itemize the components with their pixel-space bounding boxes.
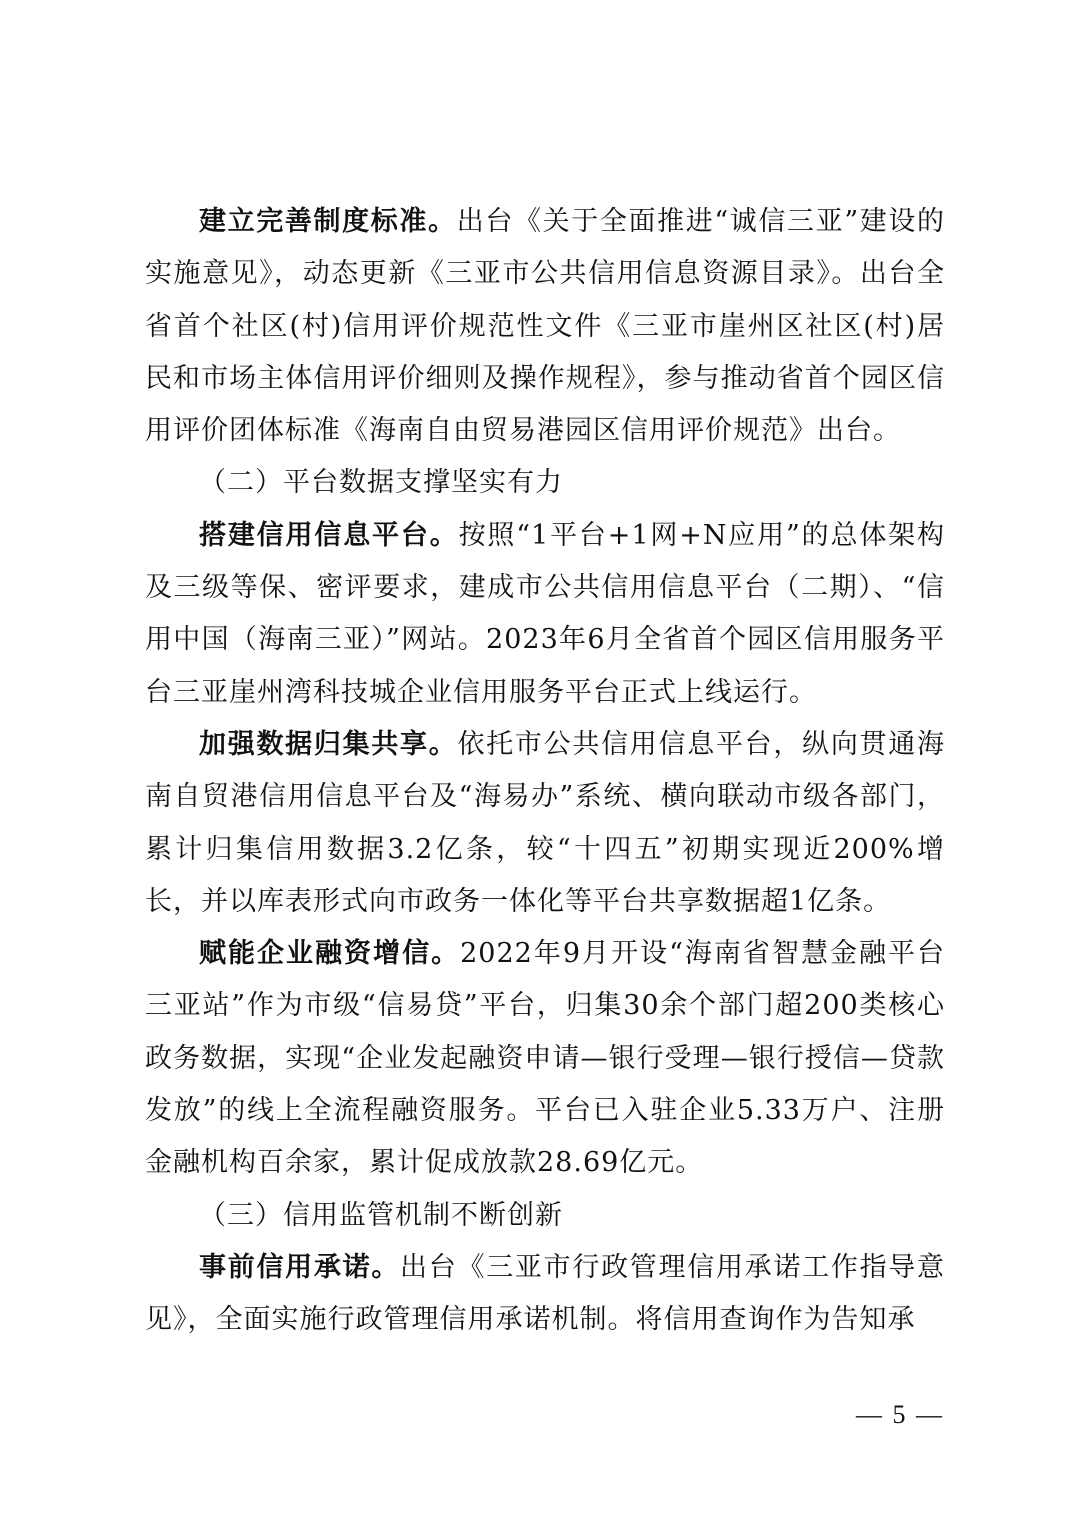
paragraph-financing [145,928,945,1189]
section-heading-platform: （二）平台数据支撑坚实有力 [199,467,563,499]
paragraph-lead: 事前信用承诺。 [199,1251,401,1283]
paragraph-lead: 搭建信用信息平台。 [199,519,459,551]
section-heading-supervision: （三）信用监管机制不断创新 [199,1199,563,1231]
paragraph-text: 出台《关于全面推进“诚信三亚”建设的实施意见》，动态更新《三亚市公共信用信息资源目录》。出台全省首个社区(村)信用评价规范性文件《三亚市崖州区社区(村)居民和市场主体信用评价细则及操作规程》，参与推动省首个园区信用评价团体标准《海南自由贸易港园区信用评价规范》出台。 [145,206,946,447]
paragraph-lead: 建立完善制度标准。 [199,206,457,237]
paragraph-lead: 赋能企业融资增信。 [199,938,461,970]
paragraph-institution-standards [145,196,945,457]
paragraph-credit-platform [145,510,945,719]
paragraph-text: 按照“1平台+1网+N应用”的总体架构及三级等保、密评要求，建成市公共信用信息平台（二期）、“信用中国（海南三亚）”网站。2023年6月全省首个园区信用服务平台三亚崖州湾科技城企业信用服务平台正式上线运行。 [145,519,945,708]
paragraph-data-sharing [145,719,945,928]
paragraph-text: 2022年9月开设“海南省智慧金融平台三亚站”作为市级“信易贷”平台，归集30余个部门超200类核心政务数据，实现“企业发起融资申请—银行受理—银行授信—贷款发放”的线上全流程融资服务。平台已入驻企业5.33万户、注册金融机构百余家，累计促成放款28.69亿元。 [145,938,946,1179]
page-number: — 5 — [856,1400,944,1429]
document-page [145,196,945,1347]
paragraph-credit-commitment [145,1242,945,1347]
paragraph-lead: 加强数据归集共享。 [199,728,458,760]
paragraph-text: 出台《三亚市行政管理信用承诺工作指导意见》，全面实施行政管理信用承诺机制。将信用查询作为告知承 [145,1251,946,1336]
paragraph-text: 依托市公共信用信息平台，纵向贯通海南自贸港信用信息平台及“海易办”系统、横向联动市级各部门，累计归集信用数据3.2亿条，较“十四五”初期实现近200%增长，并以库表形式向市政务一体化等平台共享数据超1亿条。 [145,728,946,917]
